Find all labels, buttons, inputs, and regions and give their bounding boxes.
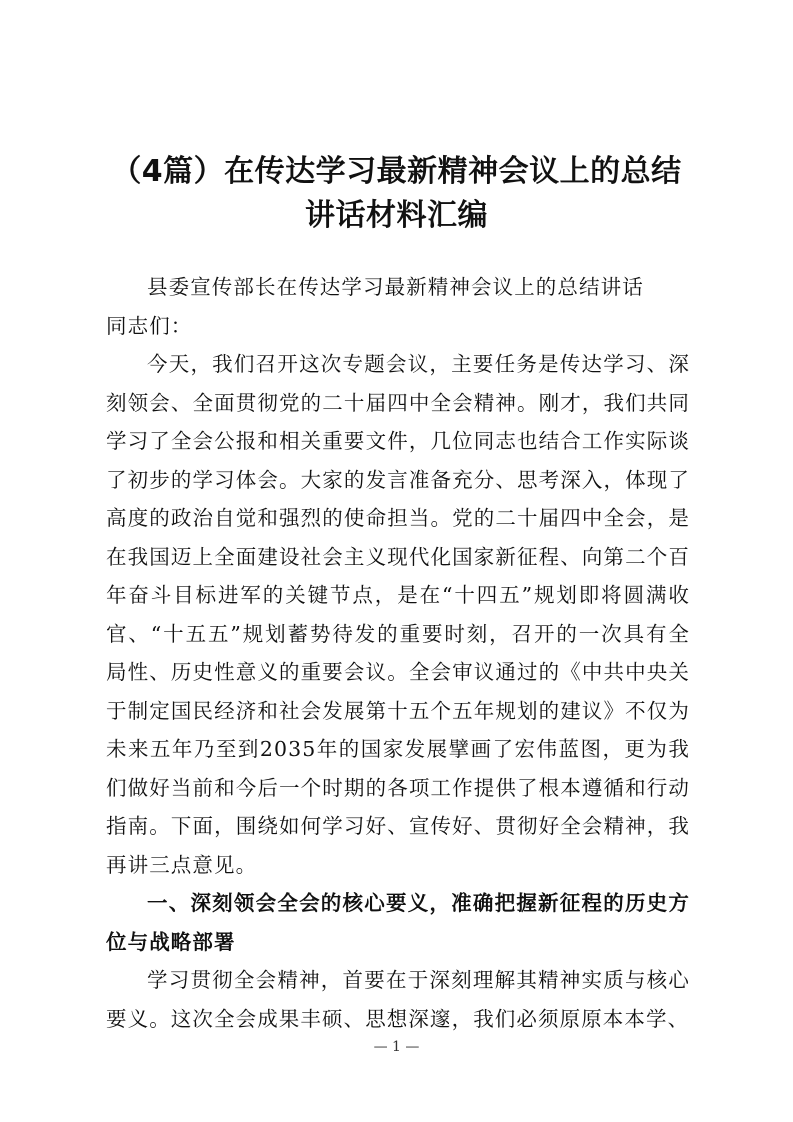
body-paragraph: 今天，我们召开这次专题会议，主要任务是传达学习、深刻领会、全面贯彻党的二十届四中全会精神。刚才，我们共同学习了全会公报和相关重要文件，几位同志也结合工作实际谈了初步的学习体会。大家的发言准备充分、思考深入，体现了高度的政治自觉和强烈的使命担当。党的二十届四中全会，是在我国迈上全面建设社会主义现代化国家新征程、向第二个百年奋斗目标进军的关键节点，是在“十四五”规划即将圆满收官、“十五五”规划蓄势待发的重要时刻，召开的一次具有全局性、历史性意义的重要会议。全会审议通过的《中共中央关于制定国民经济和社会发展第十五个五年规划的建议》不仅为未来五年乃至到2035年的国家发展擘画了宏伟蓝图，更为我们做好当前和今后一个时期的各项工作提供了根本遵循和行动指南。下面，围绕如何学习好、宣传好、贯彻好全会精神，我再讲三点意见。 bbox=[106, 352, 690, 877]
section-heading: 一、深刻领会全会的核心要义，准确把握新征程的历史方位与战略部署 bbox=[106, 891, 690, 954]
document-body bbox=[106, 268, 690, 1038]
salutation: 同志们： bbox=[106, 313, 193, 338]
document-title: （4篇）在传达学习最新精神会议上的总结讲话材料汇编 bbox=[111, 154, 682, 233]
page-number: — 1 — bbox=[373, 1039, 420, 1055]
section-paragraph: 学习贯彻全会精神，首要在于深刻理解其精神实质与核心要义。这次全会成果丰硕、思想深邃，我们必须原原本本学、 bbox=[106, 968, 690, 1031]
speech-title: 县委宣传部长在传达学习最新精神会议上的总结讲话 bbox=[147, 275, 644, 299]
